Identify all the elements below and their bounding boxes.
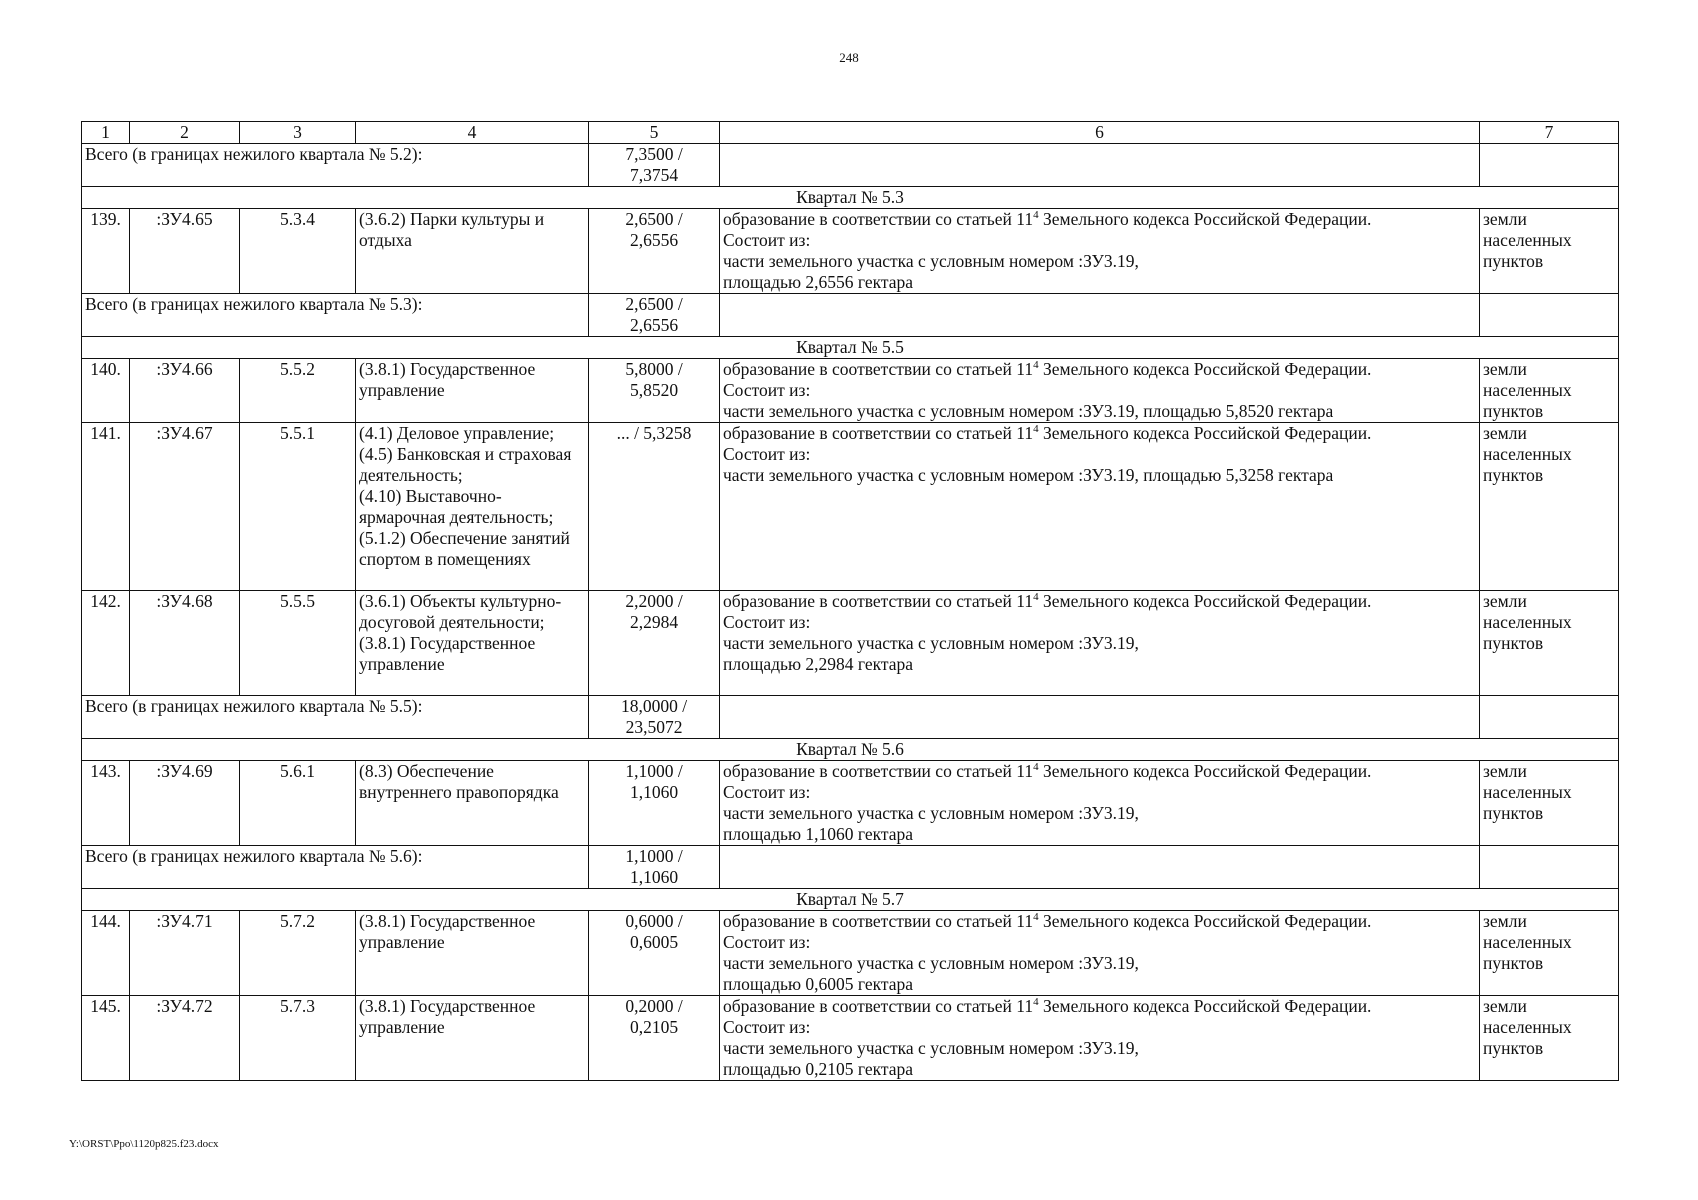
land-category-text: земли населенных пунктов [1483,996,1572,1058]
formation-text: образование в соответствии со статьей 11 [723,591,1034,611]
formation-detail-line: площадью 2,6556 гектара [723,272,914,292]
land-category [1480,911,1619,996]
total-label-text: Всего (в границах нежилого квартала № 5.2): [85,144,423,164]
permitted-use-item: (8.3) Обеспечение внутреннего правопорядка [359,761,559,802]
plot-area-line: 1,1060 [629,782,679,802]
total-area-line: 23,5072 [625,717,683,737]
formation-line [723,911,1476,932]
plot-area-line: 2,6500 / [625,209,683,229]
formation-text: Земельного кодекса Российской Федерации. [1038,591,1372,611]
empty-cell [1480,294,1619,337]
formation-detail-line: Состоит из: [723,230,811,250]
land-category-text: земли населенных пунктов [1483,359,1572,421]
formation-line [723,209,1476,230]
land-category-text: земли населенных пунктов [1483,209,1572,271]
land-category [1480,761,1619,846]
total-area-line: 1,1060 [629,867,679,887]
plot-area-line: 0,2105 [629,1017,679,1037]
empty-cell [720,294,1480,337]
plot-code-text: :ЗУ4.72 [156,996,213,1016]
total-area-line: 2,6500 / [625,294,683,314]
row-number [82,423,130,591]
zone-number-text: 5.5.1 [280,423,315,443]
permitted-use-item: (3.8.1) Государственное управление [359,996,536,1037]
plot-area [589,996,720,1081]
plot-code [130,761,240,846]
land-category-text: земли населенных пунктов [1483,591,1572,653]
total-area-line: 7,3754 [629,165,679,185]
formation-text: Земельного кодекса Российской Федерации. [1038,423,1372,443]
plot-area [589,911,720,996]
total-area-line: 18,0000 / [620,696,688,716]
row-number-text: 139. [90,209,121,229]
plot-code-text: :ЗУ4.71 [156,911,213,931]
empty-cell [1480,846,1619,889]
plot-code [130,996,240,1081]
permitted-use-item: (3.8.1) Государственное управление [359,359,536,400]
formation-line [723,591,1476,612]
table-row [82,591,1619,696]
row-number-text: 144. [90,911,121,931]
permitted-use [356,911,589,996]
total-label-text: Всего (в границах нежилого квартала № 5.3): [85,294,423,314]
total-label-text: Всего (в границах нежилого квартала № 5.5): [85,696,423,716]
formation-detail-line: Состоит из: [723,932,811,952]
land-plots-table [81,121,1619,1081]
quarter-heading-text: Квартал № 5.7 [796,889,904,909]
permitted-use-item: (4.1) Деловое управление; [359,423,555,443]
row-number [82,911,130,996]
quarter-total-row [82,846,1619,889]
formation-line [723,359,1476,380]
formation-text: образование в соответствии со статьей 11 [723,359,1034,379]
permitted-use-item: (3.8.1) Государственное управление [359,633,536,674]
quarter-heading-text: Квартал № 5.5 [796,337,904,357]
plot-code-text: :ЗУ4.65 [156,209,213,229]
table-row [82,911,1619,996]
permitted-use [356,423,589,591]
column-number: 1 [82,122,130,144]
quarter-heading-row [82,337,1619,359]
plot-area [589,591,720,696]
formation-detail-line: Состоит из: [723,612,811,632]
quarter-total-row [82,294,1619,337]
formation-method [720,423,1480,591]
plot-area-line: 2,2984 [629,612,679,632]
formation-line [723,996,1476,1017]
land-category [1480,996,1619,1081]
formation-detail-line: Состоит из: [723,1017,811,1037]
plot-area-line: 5,8520 [629,380,679,400]
total-area-line: 1,1000 / [625,846,683,866]
formation-method [720,591,1480,696]
permitted-use-item: (4.10) Выставочно-ярмарочная деятельность; [359,486,554,527]
row-number [82,761,130,846]
column-number: 4 [356,122,589,144]
zone-number [240,996,356,1081]
formation-text: Земельного кодекса Российской Федерации. [1038,209,1372,229]
formation-superscript: 4 [1033,761,1039,774]
formation-text: образование в соответствии со статьей 11 [723,423,1034,443]
zone-number [240,761,356,846]
plot-code [130,591,240,696]
formation-text: Земельного кодекса Российской Федерации. [1038,996,1372,1016]
row-number-text: 141. [90,423,121,443]
permitted-use-item: (5.1.2) Обеспечение занятий спортом в помещениях [359,528,570,569]
quarter-heading [82,187,1619,209]
plot-code-text: :ЗУ4.66 [156,359,213,379]
table-row [82,996,1619,1081]
column-number: 6 [720,122,1480,144]
formation-detail-line: части земельного участка с условным номером :ЗУ3.19, [723,953,1139,973]
plot-code-text: :ЗУ4.67 [156,423,213,443]
plot-area [589,761,720,846]
zone-number [240,591,356,696]
quarter-heading-row [82,889,1619,911]
quarter-heading-text: Квартал № 5.3 [796,187,904,207]
total-area [589,144,720,187]
permitted-use [356,996,589,1081]
formation-text: образование в соответствии со статьей 11 [723,911,1034,931]
land-category-text: земли населенных пунктов [1483,761,1572,823]
row-number [82,591,130,696]
table-row [82,761,1619,846]
quarter-heading [82,889,1619,911]
plot-area [589,209,720,294]
plot-code-text: :ЗУ4.69 [156,761,213,781]
total-label [82,846,589,889]
zone-number-text: 5.7.2 [280,911,315,931]
permitted-use [356,359,589,423]
total-area [589,846,720,889]
row-number-text: 140. [90,359,121,379]
permitted-use-item: (3.8.1) Государственное управление [359,911,536,952]
quarter-total-row [82,144,1619,187]
formation-superscript: 4 [1033,209,1039,222]
formation-detail-line: части земельного участка с условным номером :ЗУ3.19, площадью 5,8520 гектара [723,401,1334,421]
plot-area [589,359,720,423]
formation-method [720,761,1480,846]
column-number: 7 [1480,122,1619,144]
formation-method [720,209,1480,294]
formation-superscript: 4 [1033,911,1039,924]
plot-area [589,423,720,591]
total-label-text: Всего (в границах нежилого квартала № 5.6): [85,846,423,866]
row-number-text: 143. [90,761,121,781]
total-area [589,294,720,337]
plot-area-line: 0,2000 / [625,996,683,1016]
zone-number [240,911,356,996]
quarter-heading [82,337,1619,359]
plot-area-line: 0,6005 [629,932,679,952]
land-category [1480,423,1619,591]
formation-text: образование в соответствии со статьей 11 [723,996,1034,1016]
plot-code [130,209,240,294]
formation-detail-line: части земельного участка с условным номером :ЗУ3.19, площадью 5,3258 гектара [723,465,1334,485]
formation-method [720,996,1480,1081]
row-number [82,359,130,423]
formation-detail-line: части земельного участка с условным номером :ЗУ3.19, [723,1038,1139,1058]
permitted-use-item: (3.6.2) Парки культуры и отдыха [359,209,545,250]
formation-text: Земельного кодекса Российской Федерации. [1038,911,1372,931]
zone-number [240,209,356,294]
empty-cell [720,846,1480,889]
plot-code [130,359,240,423]
permitted-use-item: (4.5) Банковская и страховая деятельность; [359,444,572,485]
formation-detail-line: площадью 2,2984 гектара [723,654,914,674]
total-label [82,144,589,187]
formation-detail-line: площадью 1,1060 гектара [723,824,914,844]
zone-number [240,423,356,591]
total-area-line: 7,3500 / [625,144,683,164]
formation-detail-line: Состоит из: [723,380,811,400]
total-label [82,696,589,739]
column-number: 5 [589,122,720,144]
formation-detail-line: Состоит из: [723,444,811,464]
formation-superscript: 4 [1033,359,1039,372]
empty-cell [720,696,1480,739]
formation-text: Земельного кодекса Российской Федерации. [1038,761,1372,781]
zone-number-text: 5.7.3 [280,996,315,1016]
column-number-row [82,122,1619,144]
formation-method [720,359,1480,423]
plot-code [130,423,240,591]
formation-superscript: 4 [1033,591,1039,604]
quarter-heading-text: Квартал № 5.6 [796,739,904,759]
permitted-use [356,591,589,696]
formation-superscript: 4 [1033,423,1039,436]
table-row [82,423,1619,591]
total-label [82,294,589,337]
page-number: 248 [839,50,859,65]
formation-superscript: 4 [1033,996,1039,1009]
plot-area-line: 1,1000 / [625,761,683,781]
row-number-text: 145. [90,996,121,1016]
zone-number [240,359,356,423]
column-number: 3 [240,122,356,144]
formation-detail-line: площадью 0,6005 гектара [723,974,914,994]
permitted-use [356,761,589,846]
land-category [1480,359,1619,423]
formation-detail-line: части земельного участка с условным номером :ЗУ3.19, [723,633,1139,653]
row-number-text: 142. [90,591,121,611]
zone-number-text: 5.3.4 [280,209,315,229]
total-area [589,696,720,739]
table-row [82,359,1619,423]
file-path-footer: Y:\ORST\Ppo\1120p825.f23.docx [69,1138,219,1150]
empty-cell [1480,144,1619,187]
formation-text: Земельного кодекса Российской Федерации. [1038,359,1372,379]
plot-area-line: 0,6000 / [625,911,683,931]
land-category-text: земли населенных пунктов [1483,423,1572,485]
plot-code-text: :ЗУ4.68 [156,591,213,611]
quarter-heading-row [82,187,1619,209]
formation-text: образование в соответствии со статьей 11 [723,761,1034,781]
plot-area-line: 5,8000 / [625,359,683,379]
land-category-text: земли населенных пунктов [1483,911,1572,973]
empty-cell [720,144,1480,187]
zone-number-text: 5.5.5 [280,591,315,611]
land-category [1480,209,1619,294]
permitted-use-item: (3.6.1) Объекты культурно-досуговой деятельности; [359,591,562,632]
zone-number-text: 5.5.2 [280,359,315,379]
formation-line [723,761,1476,782]
quarter-total-row [82,696,1619,739]
column-number: 2 [130,122,240,144]
formation-detail-line: Состоит из: [723,782,811,802]
zone-number-text: 5.6.1 [280,761,315,781]
quarter-heading [82,739,1619,761]
formation-line [723,423,1476,444]
row-number [82,209,130,294]
formation-method [720,911,1480,996]
empty-cell [1480,696,1619,739]
formation-text: образование в соответствии со статьей 11 [723,209,1034,229]
plot-code [130,911,240,996]
table-body [82,122,1619,1081]
land-category [1480,591,1619,696]
plot-area-line: 2,2000 / [625,591,683,611]
formation-detail-line: площадью 0,2105 гектара [723,1059,914,1079]
table-row [82,209,1619,294]
plot-area-line: ... / 5,3258 [616,423,692,443]
formation-detail-line: части земельного участка с условным номером :ЗУ3.19, [723,251,1139,271]
formation-detail-line: части земельного участка с условным номером :ЗУ3.19, [723,803,1139,823]
permitted-use [356,209,589,294]
total-area-line: 2,6556 [629,315,679,335]
plot-area-line: 2,6556 [629,230,679,250]
row-number [82,996,130,1081]
quarter-heading-row [82,739,1619,761]
